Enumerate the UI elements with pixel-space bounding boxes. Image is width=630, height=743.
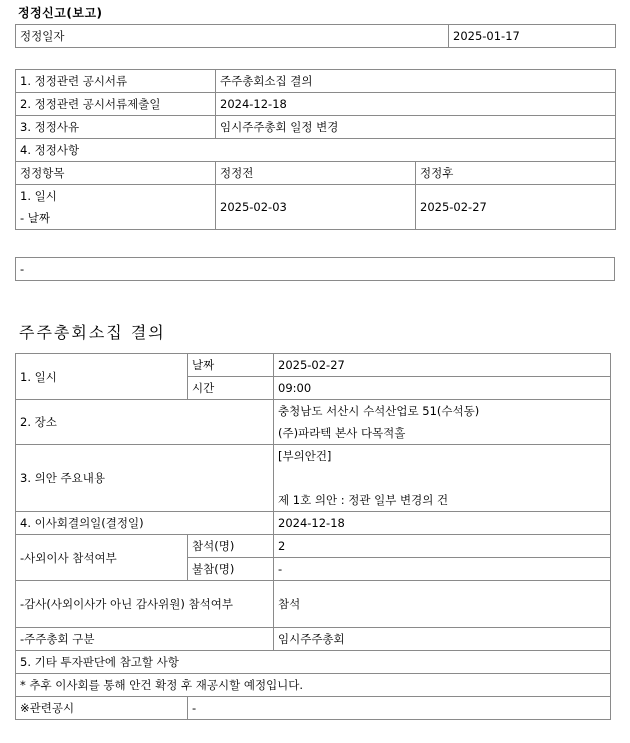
outside-director-label: -사외이사 참석여부	[16, 535, 188, 581]
table-row	[16, 185, 616, 230]
absent-value: -	[274, 558, 611, 581]
table-row	[16, 139, 616, 162]
after-value: 2025-02-27	[416, 185, 616, 230]
other-matters-note: * 추후 이사회를 통해 안건 확정 후 재공시할 예정입니다.	[16, 674, 611, 697]
time-label: 시간	[188, 377, 274, 400]
related-disclosure-label: ※관련공시	[16, 697, 188, 720]
submission-date-label: 2. 정정관련 공시서류제출일	[16, 93, 216, 116]
place-line1: 충청남도 서산시 수석산업로 51(수석동)	[278, 404, 480, 418]
present-value: 2	[274, 535, 611, 558]
agenda-label: 3. 의안 주요내용	[16, 445, 274, 512]
header-after: 정정후	[416, 162, 616, 185]
correction-reason-value: 임시주주총회 일정 변경	[216, 116, 616, 139]
table-row	[16, 70, 616, 93]
datetime-label: 1. 일시	[16, 354, 188, 400]
present-label: 참석(명)	[188, 535, 274, 558]
correction-items-heading: 4. 정정사항	[16, 139, 616, 162]
correction-reason-label: 3. 정정사유	[16, 116, 216, 139]
table-row	[16, 674, 611, 697]
related-document-value: 주주총회소집 결의	[216, 70, 616, 93]
agenda-line2: 제 1호 의안 : 정관 일부 변경의 건	[278, 493, 449, 507]
table-row	[16, 535, 611, 558]
submission-date-value: 2024-12-18	[216, 93, 616, 116]
meeting-title: 주주총회소집 결의	[19, 323, 166, 342]
correction-date-table	[15, 24, 616, 48]
header-item: 정정항목	[16, 162, 216, 185]
auditor-label: -감사(사외이사가 아닌 감사위원) 참석여부	[16, 581, 274, 628]
correction-date-value: 2025-01-17	[449, 25, 616, 48]
absent-label: 불참(명)	[188, 558, 274, 581]
related-disclosure-value: -	[188, 697, 611, 720]
table-row	[16, 258, 615, 281]
correction-title: 정정신고(보고)	[18, 6, 103, 20]
table-row	[16, 25, 616, 48]
date-value: 2025-02-27	[274, 354, 611, 377]
before-value: 2025-02-03	[216, 185, 416, 230]
table-row	[16, 354, 611, 377]
agenda-value	[274, 445, 611, 512]
other-matters-label: 5. 기타 투자판단에 참고할 사항	[16, 651, 611, 674]
table-row	[16, 697, 611, 720]
table-row	[16, 116, 616, 139]
time-value: 09:00	[274, 377, 611, 400]
meeting-table	[15, 353, 611, 720]
table-row	[16, 651, 611, 674]
correction-item-cell	[16, 185, 216, 230]
correction-item-line1: 1. 일시	[20, 189, 57, 203]
correction-details-table	[15, 69, 616, 230]
table-row	[16, 628, 611, 651]
agenda-line1: [부의안건]	[278, 449, 332, 463]
meeting-type-value: 임시주주총회	[274, 628, 611, 651]
table-row	[16, 400, 611, 445]
date-label: 날짜	[188, 354, 274, 377]
table-row	[16, 445, 611, 512]
meeting-type-label: -주주총회 구분	[16, 628, 274, 651]
correction-note: -	[16, 258, 615, 281]
related-document-label: 1. 정정관련 공시서류	[16, 70, 216, 93]
board-date-label: 4. 이사회결의일(결정일)	[16, 512, 274, 535]
auditor-value: 참석	[274, 581, 611, 628]
header-before: 정정전	[216, 162, 416, 185]
table-row	[16, 162, 616, 185]
correction-date-label: 정정일자	[16, 25, 449, 48]
board-date-value: 2024-12-18	[274, 512, 611, 535]
place-label: 2. 장소	[16, 400, 274, 445]
table-row	[16, 93, 616, 116]
correction-item-line2: - 날짜	[20, 211, 51, 225]
correction-note-table	[15, 257, 615, 281]
place-value	[274, 400, 611, 445]
table-row	[16, 512, 611, 535]
table-row	[16, 581, 611, 628]
place-line2: (주)파라텍 본사 다목적홀	[278, 426, 406, 440]
